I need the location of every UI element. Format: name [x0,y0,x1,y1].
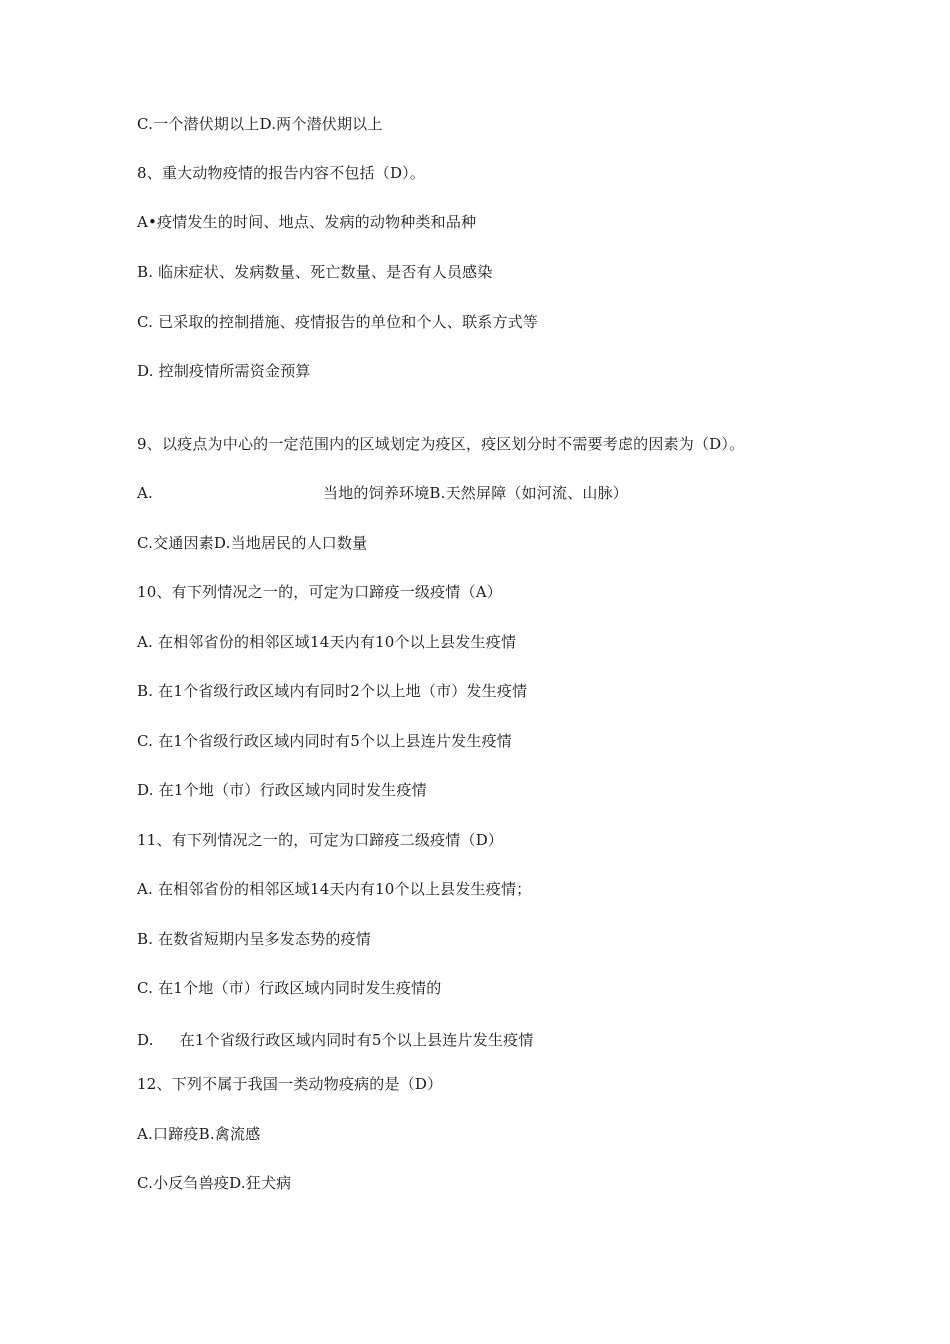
q12-question: 12、下列不属于我国一类动物疫病的是（D） [137,1075,443,1093]
q9-option-a-marker: A. [137,484,154,502]
q10-question: 10、有下列情况之一的，可定为口蹄疫一级疫情（A） [137,583,502,601]
q12-options-ab: A.口蹄疫B.禽流感 [137,1125,261,1143]
q12-options-cd: C.小反刍兽疫D.狂犬病 [137,1174,292,1192]
q8-option-d: D. 控制疫情所需资金预算 [137,362,311,380]
q8-option-c: C. 已采取的控制措施、疫情报告的单位和个人、联系方式等 [137,313,539,331]
q9-question: 9、以疫点为中心的一定范围内的区域划定为疫区，疫区划分时不需要考虑的因素为（D）。 [137,435,745,453]
q11-option-d-text: 在1个省级行政区域内同时有5个以上县连片发生疫情 [179,1031,534,1049]
q8-option-b: B. 临床症状、发病数量、死亡数量、是否有人员感染 [137,263,493,281]
q7-options-cd: C.一个潜伏期以上D.两个潜伏期以上 [137,115,383,133]
q11-option-d [137,1030,534,1050]
q9-options-ab-text: 当地的饲养环境B.天然屏障（如河流、山脉） [323,484,629,502]
q11-option-d-marker: D. [137,1031,154,1049]
q10-option-d: D. 在1个地（市）行政区域内同时发生疫情 [137,781,427,799]
q11-option-c: C. 在1个地（市）行政区域内同时发生疫情的 [137,979,442,997]
q9-options-cd: C.交通因素D.当地居民的人口数量 [137,534,368,552]
q8-question: 8、重大动物疫情的报告内容不包括（D）。 [137,164,426,182]
q10-option-b: B. 在1个省级行政区域内有同时2个以上地（市）发生疫情 [137,682,528,700]
q11-option-a: A. 在相邻省份的相邻区域14天内有10个以上县发生疫情； [137,880,532,898]
q8-option-a: A•疫情发生的时间、地点、发病的动物种类和品种 [137,213,477,231]
q11-question: 11、有下列情况之一的，可定为口蹄疫二级疫情（D） [137,831,504,849]
q10-option-a: A. 在相邻省份的相邻区域14天内有10个以上县发生疫情 [137,633,517,651]
q9-options-ab [137,483,628,503]
q11-option-b: B. 在数省短期内呈多发态势的疫情 [137,930,371,948]
q10-option-c: C. 在1个省级行政区域内同时有5个以上县连片发生疫情 [137,732,512,750]
